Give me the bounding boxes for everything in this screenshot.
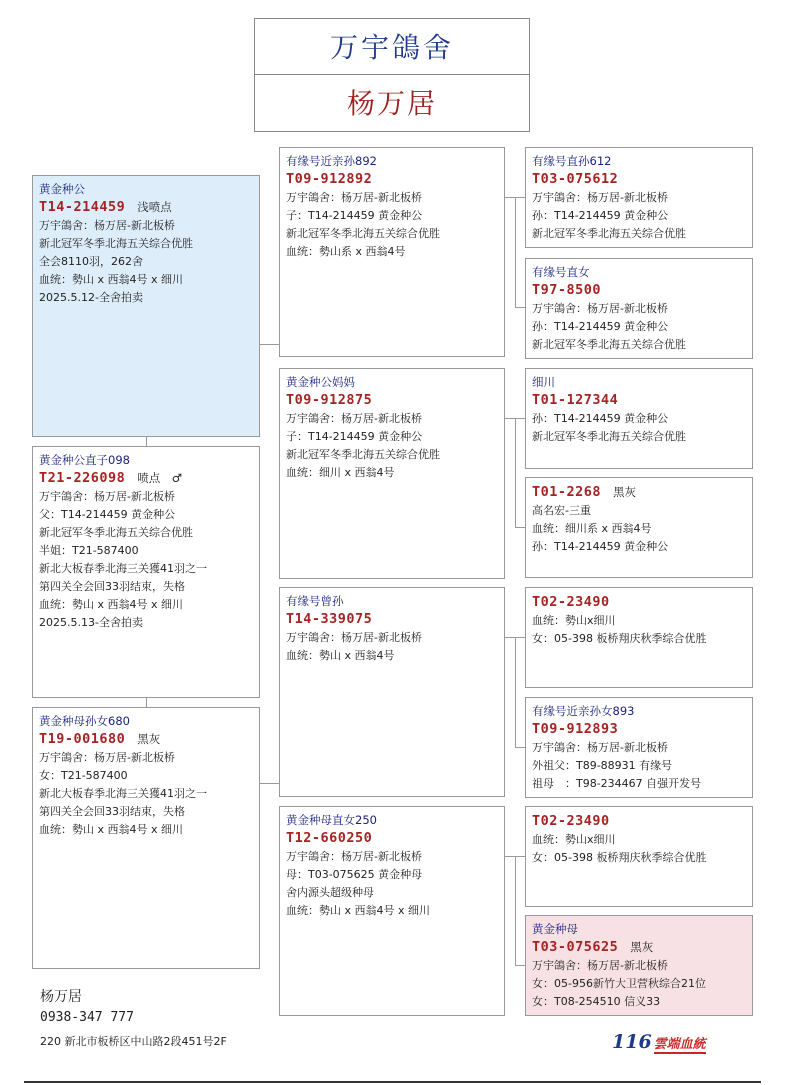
footer-owner-name: 杨万居: [40, 989, 82, 1005]
pigeon-title: 有缘号直女: [532, 265, 590, 279]
pigeon-detail-line: 祖母 ：T98-234467 自强开发号: [532, 777, 702, 790]
pigeon-title: 黄金种母孙女680: [39, 714, 130, 728]
pigeon-detail-line: 孙：T14-214459 黄金种公: [532, 209, 669, 222]
pigeon-detail-line: 血统：细川系 x 西翁4号: [532, 522, 652, 535]
ring-number: T03-075612: [532, 171, 619, 187]
connector-line: [515, 747, 525, 748]
pigeon-detail-line: 半姐：T21-587400: [39, 544, 139, 557]
footer-phone: 0938-347 777: [40, 1010, 134, 1025]
pigeon-ring-row: [286, 170, 499, 189]
pigeon-detail-line: 新北冠军冬季北海五关综合优胜: [532, 338, 686, 351]
pigeon-title: 黄金种母: [532, 922, 578, 936]
connector-line: [515, 418, 516, 527]
logo-number: 116: [612, 1031, 652, 1053]
pigeon-detail-line: 万宇鴿舍：杨万居-新北板桥: [286, 191, 422, 204]
pigeon-detail-line: 新北冠军冬季北海五关综合优胜: [286, 448, 440, 461]
pigeon-detail-line: 血统：勢山x细川: [532, 833, 616, 846]
loft-name: 万宇鴿舍: [254, 18, 530, 75]
pigeon-detail-line: 女：05-956新竹大卫营秋综合21位: [532, 977, 706, 990]
ring-number: T14-214459: [39, 199, 126, 215]
pigeon-detail-line: 女：T08-254510 信义33: [532, 995, 661, 1008]
connector-line: [515, 637, 516, 747]
pigeon-detail-line: 血统：勢山 x 西翁4号 x 细川: [39, 598, 184, 611]
pigeon-card-sire-sire: [525, 147, 753, 248]
pigeon-ring-row: [532, 483, 747, 502]
pigeon-card-sibling1: [32, 446, 260, 698]
connector-line: [515, 856, 516, 965]
owner-name: 杨万居: [254, 74, 530, 132]
ring-number: T09-912893: [532, 721, 619, 737]
ring-number: T09-912875: [286, 392, 373, 408]
ring-number: T01-2268: [532, 484, 602, 500]
pigeon-detail-line: 血统：勢山 x 西翁4号 x 细川: [39, 823, 184, 836]
brand-logo: [612, 1031, 706, 1053]
connector-line: [515, 965, 525, 966]
pigeon-detail-line: 父：T14-214459 黄金种公: [39, 508, 176, 521]
pigeon-detail-line: 万宇鴿舍：杨万居-新北板桥: [532, 741, 668, 754]
pigeon-detail-line: 孙：T14-214459 黄金种公: [532, 540, 669, 553]
pigeon-detail-line: 血统：勢山系 x 西翁4号: [286, 245, 406, 258]
pigeon-detail-line: 舍内源头超级种母: [286, 886, 374, 899]
pigeon-card-sibling2: [32, 707, 260, 969]
pigeon-title: 黄金种公妈妈: [286, 375, 355, 389]
pigeon-title: 有缘号直孙612: [532, 154, 612, 168]
ring-number: T02-23490: [532, 813, 610, 829]
pigeon-color: 黑灰: [613, 485, 637, 499]
pigeon-ring-row: [532, 391, 747, 410]
pigeon-detail-line: 女：05-398 板桥翔庆秋季综合优胜: [532, 632, 707, 645]
pigeon-ring-row: [532, 170, 747, 189]
pigeon-detail-line: 子：T14-214459 黄金种公: [286, 430, 423, 443]
pigeon-ring-row: [532, 938, 747, 957]
connector-line: [515, 307, 525, 308]
pigeon-title: 有缘号近亲孙女893: [532, 704, 635, 718]
pigeon-detail-line: 新北冠军冬季北海五关综合优胜: [532, 227, 686, 240]
pigeon-card-g-sire: [279, 587, 505, 797]
pigeon-detail-line: 子：T14-214459 黄金种公: [286, 209, 423, 222]
ring-number: T12-660250: [286, 830, 373, 846]
ring-number: T19-001680: [39, 731, 126, 747]
pigeon-detail-line: 孙：T14-214459 黄金种公: [532, 412, 669, 425]
ring-number: T97-8500: [532, 282, 602, 298]
pigeon-ring-row: [39, 198, 254, 217]
pigeon-card-sire-dam: [525, 258, 753, 359]
pigeon-card-subject: [32, 175, 260, 437]
pigeon-card-g-dam: [279, 806, 505, 1016]
pigeon-detail-line: 万宇鴿舍：杨万居-新北板桥: [286, 631, 422, 644]
bottom-divider: [24, 1081, 761, 1083]
pigeon-detail-line: 血统：细川 x 西翁4号: [286, 466, 395, 479]
pigeon-detail-line: 万宇鴿舍：杨万居-新北板桥: [286, 850, 422, 863]
pigeon-detail-line: 新北冠军冬季北海五关综合优胜: [532, 430, 686, 443]
pigeon-detail-line: 万宇鴿舍：杨万居-新北板桥: [532, 302, 668, 315]
pigeon-detail-line: 新北冠军冬季北海五关综合优胜: [39, 526, 193, 539]
pigeon-detail-line: 万宇鴿舍：杨万居-新北板桥: [532, 959, 668, 972]
pigeon-ring-row: [39, 469, 254, 488]
pigeon-detail-line: 血统：勢山 x 西翁4号: [286, 649, 395, 662]
pigeon-title: 黄金种母直女250: [286, 813, 377, 827]
pigeon-card-sire: [279, 147, 505, 357]
pigeon-detail-line: 万宇鴿舍：杨万居-新北板桥: [286, 412, 422, 425]
connector-line: [515, 197, 516, 307]
pigeon-title: 黄金种公: [39, 182, 85, 196]
pigeon-ring-row: [286, 391, 499, 410]
pigeon-detail-line: 万宇鴿舍：杨万居-新北板桥: [532, 191, 668, 204]
ring-number: T03-075625: [532, 939, 619, 955]
pigeon-ring-row: [532, 593, 747, 612]
pigeon-title: 有缘号近亲孙892: [286, 154, 377, 168]
pigeon-title: 黄金种公直子098: [39, 453, 130, 467]
pigeon-color: 喷点 ♂: [137, 471, 183, 485]
pigeon-detail-line: 2025.5.12-全舍拍卖: [39, 291, 143, 304]
pigeon-card-dam: [279, 368, 505, 579]
pigeon-title: 细川: [532, 375, 555, 389]
pigeon-ring-row: [532, 812, 747, 831]
ring-number: T02-23490: [532, 594, 610, 610]
pigeon-card-g-dam-sire: [525, 806, 753, 907]
pigeon-detail-line: 万宇鴿舍：杨万居-新北板桥: [39, 751, 175, 764]
connector-line: [146, 437, 147, 446]
ring-number: T14-339075: [286, 611, 373, 627]
ring-number: T01-127344: [532, 392, 619, 408]
pigeon-card-g-sire-sire: [525, 587, 753, 688]
pigeon-detail-line: 万宇鴿舍：杨万居-新北板桥: [39, 219, 175, 232]
pigeon-detail-line: 新北大板春季北海三关獲41羽之一: [39, 787, 207, 800]
pigeon-ring-row: [532, 281, 747, 300]
pigeon-detail-line: 血统：勢山 x 西翁4号 x 细川: [286, 904, 431, 917]
pigeon-color: 黑灰: [137, 732, 161, 746]
pigeon-card-g-sire-dam: [525, 697, 753, 798]
connector-line: [146, 698, 147, 707]
ring-number: T21-226098: [39, 470, 126, 486]
pigeon-detail-line: 2025.5.13-全舍拍卖: [39, 616, 143, 629]
pigeon-detail-line: 新北冠军冬季北海五关综合优胜: [39, 237, 193, 250]
connector-line: [515, 527, 525, 528]
pigeon-detail-line: 全会8110羽，262舍: [39, 255, 143, 268]
footer-address: 220 新北市板桥区中山路2段451号2F: [40, 1035, 227, 1048]
pigeon-ring-row: [39, 730, 254, 749]
pigeon-detail-line: 女：T21-587400: [39, 769, 128, 782]
pigeon-detail-line: 新北冠军冬季北海五关综合优胜: [286, 227, 440, 240]
pigeon-ring-row: [286, 610, 499, 629]
ring-number: T09-912892: [286, 171, 373, 187]
connector-line: [260, 344, 279, 345]
pigeon-detail-line: 母：T03-075625 黄金种母: [286, 868, 423, 881]
pigeon-detail-line: 万宇鴿舍：杨万居-新北板桥: [39, 490, 175, 503]
pigeon-ring-row: [532, 720, 747, 739]
pigeon-detail-line: 孙：T14-214459 黄金种公: [532, 320, 669, 333]
pigeon-detail-line: 血统：勢山x细川: [532, 614, 616, 627]
pigeon-detail-line: 第四关全会回33羽结束，失格: [39, 805, 185, 818]
pigeon-detail-line: 第四关全会回33羽结束，失格: [39, 580, 185, 593]
pigeon-card-g-dam-dam: [525, 915, 753, 1016]
pigeon-detail-line: 女：05-398 板桥翔庆秋季综合优胜: [532, 851, 707, 864]
pigeon-title: 有缘号曾孙: [286, 594, 344, 608]
pigeon-color: 黑灰: [630, 940, 654, 954]
pigeon-detail-line: 新北大板春季北海三关獲41羽之一: [39, 562, 207, 575]
pigeon-detail-line: 高名宏-三重: [532, 504, 591, 517]
pigeon-detail-line: 外祖父：T89-88931 有缘号: [532, 759, 673, 772]
pigeon-detail-line: 血统：勢山 x 西翁4号 x 细川: [39, 273, 184, 286]
pigeon-card-dam-dam: [525, 477, 753, 578]
pigeon-color: 浅喷点: [137, 200, 172, 214]
connector-line: [260, 783, 279, 784]
logo-text: 雲端血統: [653, 1037, 706, 1052]
pigeon-ring-row: [286, 829, 499, 848]
pigeon-card-dam-sire: [525, 368, 753, 469]
